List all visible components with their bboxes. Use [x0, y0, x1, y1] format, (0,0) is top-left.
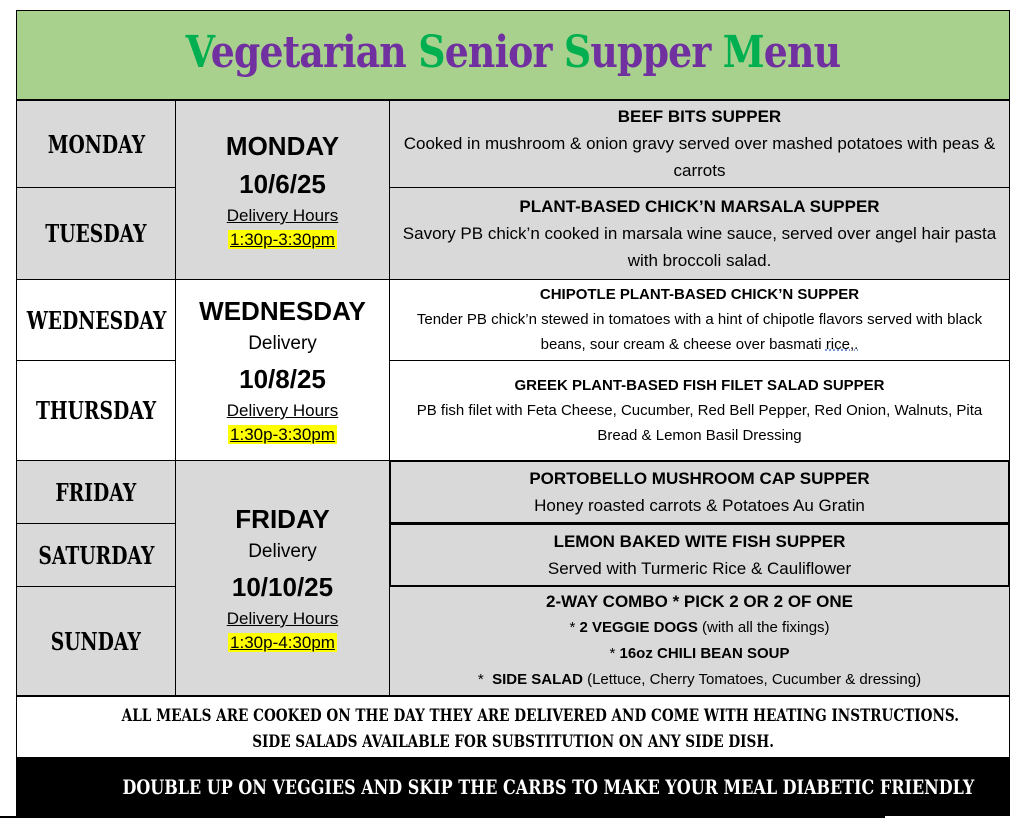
meal-description: Served with Turmeric Rice & Cauliflower	[547, 558, 852, 578]
meal-description: PB fish filet with Feta Cheese, Cucumber, Red Bell Pepper, Red Onion, Walnuts, Pita Bread & Lemon Basil Dressing	[416, 401, 983, 444]
meal-title: BEEF BITS SUPPER	[617, 107, 782, 126]
delivery-day: FRIDAY	[235, 504, 330, 534]
meal-tuesday	[389, 187, 1010, 280]
day-cell-tuesday: TUESDAY	[16, 187, 176, 280]
delivery-hours: 1:30p-3:30pm	[230, 425, 335, 444]
day-cell-wednesday: WEDNESDAY	[16, 279, 176, 361]
delivery-date: 10/10/25	[231, 572, 334, 602]
page-title: Vegetarian Senior Supper Menu	[185, 27, 841, 78]
delivery-monday	[175, 100, 390, 280]
meal-title: CHIPOTLE PLANT-BASED CHICK’N SUPPER	[539, 286, 860, 303]
meal-title: PLANT-BASED CHICK’N MARSALA SUPPER	[519, 196, 880, 216]
delivery-hours-label: Delivery Hours	[226, 206, 339, 225]
combo-title: 2-WAY COMBO * PICK 2 OR 2 OF ONE	[545, 592, 853, 611]
meal-friday	[389, 460, 1010, 524]
delivery-date: 10/8/25	[239, 364, 326, 394]
day-cell-sunday: SUNDAY	[16, 586, 176, 696]
combo-item: * SIDE SALAD (Lettuce, Cherry Tomatoes, Cucumber & dressing)	[477, 671, 922, 688]
footer-text: DOUBLE UP ON VEGGIES AND SKIP THE CARBS TO MAKE YOUR MEAL DIABETIC FRIENDLY	[122, 775, 975, 799]
day-cell-friday: FRIDAY	[16, 460, 176, 524]
meal-description: Tender PB chick’n stewed in tomatoes with a hint of chipotle flavors served with black beans, sour cream & cheese over basmati rice,.	[416, 311, 983, 353]
meal-wednesday	[389, 279, 1010, 361]
meal-title: LEMON BAKED WITE FISH SUPPER	[553, 531, 846, 551]
day-cell-monday: MONDAY	[16, 100, 176, 188]
delivery-label: Delivery	[248, 541, 317, 562]
bottom-divider	[0, 816, 885, 818]
meal-description: Cooked in mushroom & onion gravy served over mashed potatoes with peas & carrots	[403, 134, 996, 180]
delivery-hours-label: Delivery Hours	[226, 401, 339, 420]
day-cell-thursday: THURSDAY	[16, 360, 176, 461]
delivery-label: Delivery	[248, 333, 317, 354]
delivery-hours: 1:30p-3:30pm	[230, 230, 335, 249]
title-banner	[16, 10, 1010, 100]
delivery-day: MONDAY	[225, 131, 340, 161]
note-line: SIDE SALADS AVAILABLE FOR SUBSTITUTION ON ANY SIDE DISH.	[252, 732, 774, 752]
combo-item: * 16oz CHILI BEAN SOUP	[609, 645, 790, 662]
meal-description: Savory PB chick’n cooked in marsala wine sauce, served over angel hair pasta with broccoli salad.	[402, 223, 997, 270]
meal-sunday-combo	[389, 586, 1010, 696]
notes-box	[16, 696, 1010, 758]
delivery-hours: 1:30p-4:30pm	[230, 633, 335, 652]
meal-thursday	[389, 360, 1010, 461]
meal-saturday	[389, 523, 1010, 587]
delivery-day: WEDNESDAY	[199, 296, 366, 326]
combo-item: * 2 VEGGIE DOGS (with all the fixings)	[569, 619, 830, 636]
delivery-wednesday	[175, 279, 390, 461]
meal-title: PORTOBELLO MUSHROOM CAP SUPPER	[529, 468, 870, 488]
meal-monday	[389, 100, 1010, 188]
day-cell-saturday: SATURDAY	[16, 523, 176, 587]
note-line: ALL MEALS ARE COOKED ON THE DAY THEY ARE DELIVERED AND COME WITH HEATING INSTRUCTIONS.	[121, 706, 960, 726]
delivery-date: 10/6/25	[239, 169, 326, 199]
footer-banner	[16, 758, 1010, 816]
meal-title: GREEK PLANT-BASED FISH FILET SALAD SUPPER	[514, 376, 885, 394]
delivery-friday	[175, 460, 390, 696]
delivery-hours-label: Delivery Hours	[226, 609, 339, 628]
meal-description: Honey roasted carrots & Potatoes Au Gratin	[534, 495, 865, 515]
